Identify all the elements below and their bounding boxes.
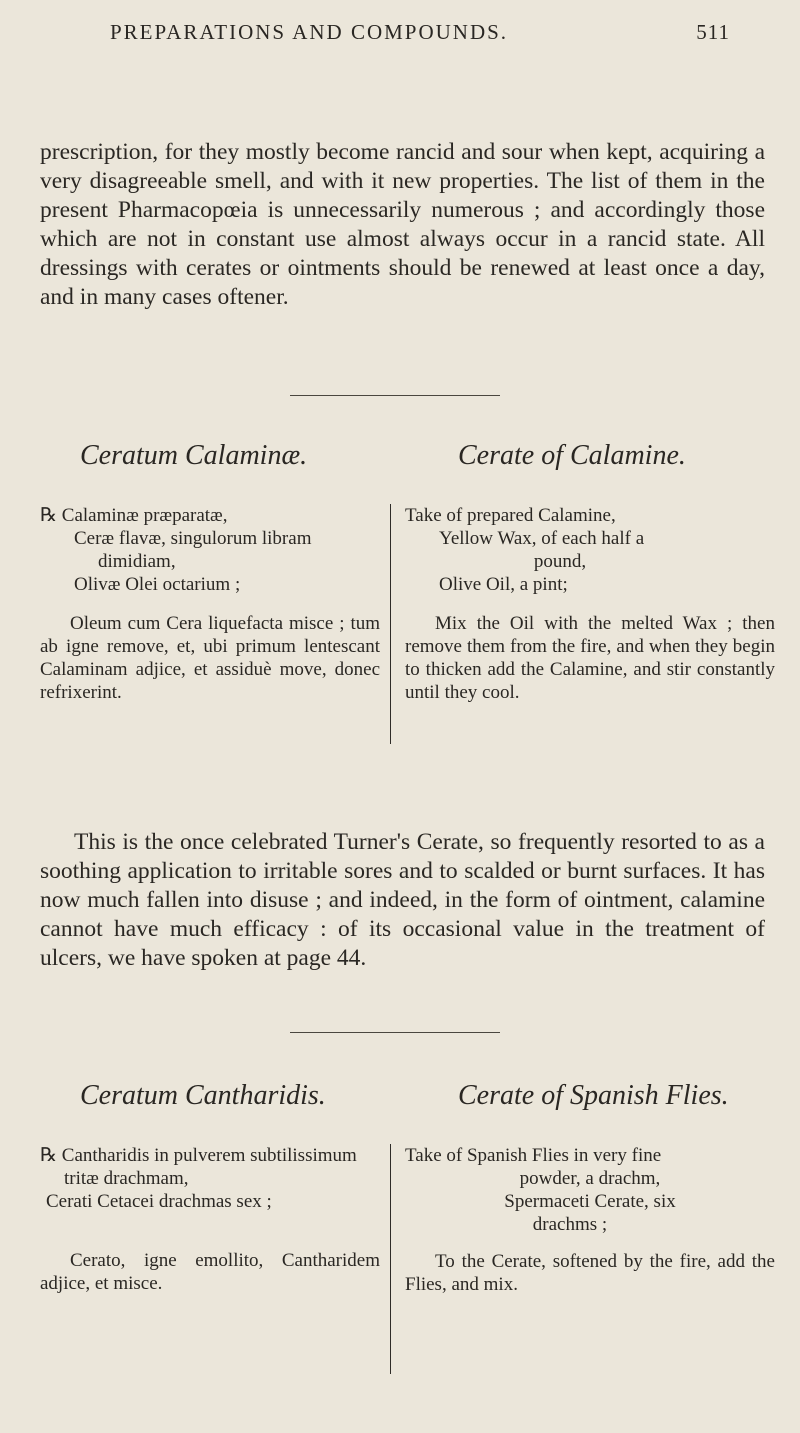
- latin-ingredient: Cerati Cetacei drachmas sex ;: [46, 1191, 272, 1212]
- english-column: [390, 1144, 775, 1374]
- section-divider-1: [290, 395, 500, 396]
- latin-ingredient: Ceræ flavæ, singulorum libram dimidiam,: [74, 528, 312, 572]
- latin-title: Ceratum Cantharidis.: [80, 1080, 326, 1111]
- english-ingredient: Spermaceti Cerate, six: [504, 1191, 676, 1212]
- latin-ingredient: ℞ Cantharidis in pulverem subtilissimum tritæ drachmam,: [40, 1145, 357, 1189]
- latin-column: [40, 1144, 380, 1295]
- english-title: Cerate of Calamine.: [458, 440, 686, 471]
- intro-paragraph: prescription, for they mostly become rancid and sour when kept, acquiring a very disagreeable smell, and with it new properties. The list of them in the present Pharmacopœia is unnecessarily numerous ; and accordingly those which are not in constant use almost always occur in a rancid state. All dressings with cerates or ointments should be renewed at least once a day, and in many cases oftener.: [40, 139, 765, 310]
- english-ingredient: Yellow Wax, of each half a: [439, 528, 645, 549]
- recipe-calamine: [40, 440, 775, 703]
- running-title: PREPARATIONS AND COMPOUNDS.: [110, 20, 509, 44]
- page-number: 511: [696, 20, 730, 44]
- middle-paragraph: This is the once celebrated Turner's Cerate, so frequently resorted to as a soothing application to irritable sores and to scalded or burnt surfaces. It has now much fallen into disuse ; and indeed, in the form of ointment, calamine cannot have much efficacy : of its occasional value in the treatment of ulcers, we have spoken at page 44.: [40, 829, 765, 971]
- latin-title: Ceratum Calaminæ.: [80, 440, 308, 471]
- english-method: To the Cerate, softened by the fire, add the Flies, and mix.: [405, 1251, 775, 1295]
- latin-column: [40, 504, 380, 704]
- latin-ingredient: Olivæ Olei octarium ;: [74, 574, 241, 595]
- section-divider-2: [290, 1032, 500, 1033]
- english-title: Cerate of Spanish Flies.: [458, 1080, 729, 1111]
- english-ingredient: Take of prepared Calamine,: [405, 505, 616, 526]
- latin-ingredient: ℞ Calaminæ præparatæ,: [40, 505, 228, 526]
- english-ingredient: pound,: [533, 551, 587, 572]
- english-ingredient: drachms ;: [532, 1214, 608, 1235]
- english-method: Mix the Oil with the melted Wax ; then remove them from the fire, and when they begin to thicken add the Calamine, and stir constantly until they cool.: [405, 613, 775, 703]
- recipe-cantharides: [40, 1080, 775, 1295]
- running-header: [110, 20, 730, 45]
- english-ingredient: Olive Oil, a pint;: [439, 574, 568, 595]
- latin-method: Oleum cum Cera liquefacta misce ; tum ab igne remove, et, ubi primum lentescant Calaminam adjice, et assiduè move, donec refrixerint.: [40, 613, 380, 703]
- english-column: [390, 504, 775, 744]
- english-ingredient: powder, a drachm,: [519, 1168, 661, 1189]
- latin-method: Cerato, igne emollito, Cantharidem adjice, et misce.: [40, 1250, 380, 1294]
- english-ingredient: Take of Spanish Flies in very fine: [405, 1145, 662, 1166]
